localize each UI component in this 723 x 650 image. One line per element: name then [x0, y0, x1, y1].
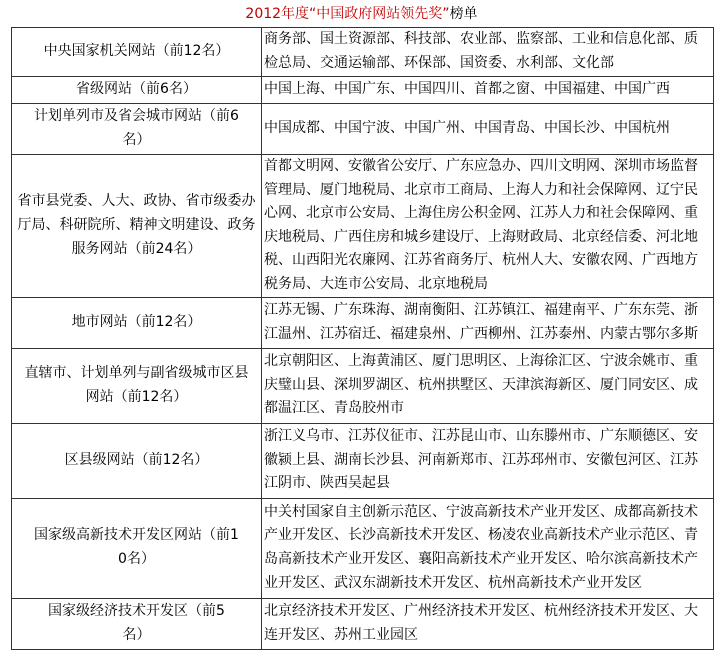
sites-cell: 北京朝阳区、上海黄浦区、厦门思明区、上海徐汇区、宁波余姚市、重庆璧山县、深圳罗湖区、杭州拱墅区、天津滨海新区、厦门同安区、成都温江区、青岛胶州市 [262, 348, 714, 423]
table-row [12, 348, 714, 423]
category-cell: 计划单列市及省会城市网站（前6名） [12, 104, 262, 155]
table-row [12, 598, 714, 649]
list-title [0, 4, 723, 24]
sites-cell: 中关村国家自主创新示范区、宁波高新技术产业开发区、成都高新技术产业开发区、长沙高新技术开发区、杨凌农业高新技术产业示范区、青岛高新技术产业开发区、襄阳高新技术产业开发区、哈尔滨高新技术产业开发区、武汉东湖新技术开发区、杭州高新技术产业开发区 [262, 498, 714, 598]
list-title-suffix: 榜单 [449, 6, 478, 22]
category-cell: 地市网站（前12名） [12, 297, 262, 348]
sites-cell: 浙江义乌市、江苏仪征市、江苏昆山市、山东滕州市、广东顺德区、安徽颍上县、湖南长沙县、河南新郑市、江苏邳州市、安徽包河区、江苏江阴市、陕西吴起县 [262, 423, 714, 498]
sites-cell: 中国上海、中国广东、中国四川、首都之窗、中国福建、中国广西 [262, 77, 714, 104]
sites-cell: 商务部、国土资源部、科技部、农业部、监察部、工业和信息化部、质检总局、交通运输部、环保部、国资委、水利部、文化部 [262, 28, 714, 77]
category-cell: 区县级网站（前12名） [12, 423, 262, 498]
table-row [12, 498, 714, 598]
table-row [12, 77, 714, 104]
list-title-main: 2012年度“中国政府网站领先奖” [245, 6, 450, 22]
category-cell: 国家级高新技术开发区网站（前10名） [12, 498, 262, 598]
table-row [12, 104, 714, 155]
table-row [12, 423, 714, 498]
table-row [12, 297, 714, 348]
category-cell: 省级网站（前6名） [12, 77, 262, 104]
category-cell: 省市县党委、人大、政协、省市级委办厅局、科研院所、精神文明建设、政务服务网站（前24名） [12, 155, 262, 298]
sites-cell: 中国成都、中国宁波、中国广州、中国青岛、中国长沙、中国杭州 [262, 104, 714, 155]
category-cell: 国家级经济技术开发区（前5名） [12, 598, 262, 649]
sites-cell: 北京经济技术开发区、广州经济技术开发区、杭州经济技术开发区、大连开发区、苏州工业园区 [262, 598, 714, 649]
table-row [12, 155, 714, 298]
ranking-table [11, 27, 714, 650]
table-row [12, 28, 714, 77]
category-cell: 中央国家机关网站（前12名） [12, 28, 262, 77]
sites-cell: 首都文明网、安徽省公安厅、广东应急办、四川文明网、深圳市场监督管理局、厦门地税局、北京市工商局、上海人力和社会保障网、辽宁民心网、北京市公安局、上海住房公积金网、江苏人力和社会保障网、重庆地税局、广西住房和城乡建设厅、上海财政局、北京经信委、河北地税、山西阳光农廉网、江苏省商务厅、杭州人大、安徽农网、广西地方税务局、大连市公安局、北京地税局 [262, 155, 714, 298]
category-cell: 直辖市、计划单列与副省级城市区县网站（前12名） [12, 348, 262, 423]
sites-cell: 江苏无锡、广东珠海、湖南衡阳、江苏镇江、福建南平、广东东莞、浙江温州、江苏宿迁、福建泉州、广西柳州、江苏泰州、内蒙古鄂尔多斯 [262, 297, 714, 348]
